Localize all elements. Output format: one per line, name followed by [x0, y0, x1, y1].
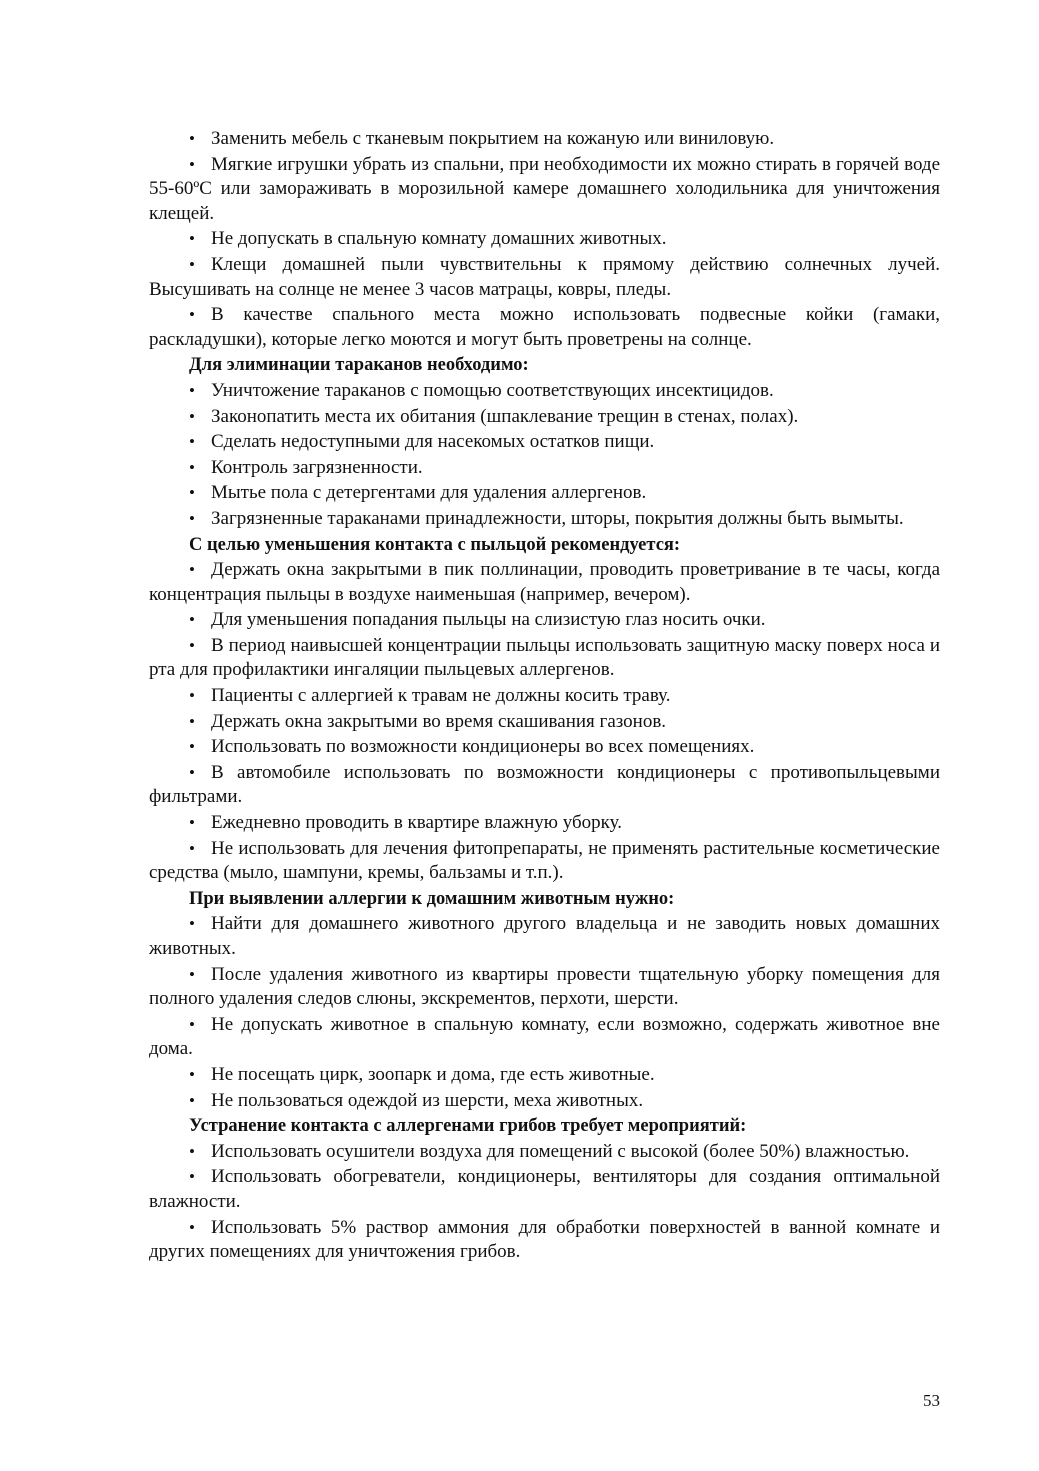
list-item-text: Не использовать для лечения фитопрепараты, не применять растительные косметические средства (мыло, шампуни, кремы, бальзамы и т.п.). [149, 837, 940, 884]
bullet-icon: • [189, 762, 195, 782]
list-item-text: В автомобиле использовать по возможности кондиционеры с противопыльцевыми фильтрами. [149, 761, 940, 808]
list-item-text: Не посещать цирк, зоопарк и дома, где есть животные. [211, 1063, 655, 1085]
list-item-text: Не допускать животное в спальную комнату, если возможно, содержать животное вне дома. [149, 1013, 940, 1060]
list-item [149, 1216, 940, 1265]
list-item-text: Для уменьшения попадания пыльцы на слизистую глаз носить очки. [211, 609, 766, 631]
list-item [149, 227, 940, 252]
list-item [149, 1165, 940, 1214]
bullet-icon: • [189, 229, 195, 249]
bullet-icon: • [189, 1141, 195, 1161]
list-item-text: Клещи домашней пыли чувствительны к прямому действию солнечных лучей. Высушивать на солнце не менее 3 часов матрацы, ковры, пледы. [149, 253, 940, 300]
bullet-icon: • [189, 154, 195, 174]
list-item [149, 405, 940, 430]
list-item [149, 963, 940, 1012]
list-item [149, 153, 940, 227]
page-number: 53 [923, 1391, 940, 1410]
list-item-text: Пациенты с аллергией к травам не должны косить траву. [211, 685, 671, 707]
list-item [149, 735, 940, 760]
list-item-text: Заменить мебель с тканевым покрытием на кожаную или виниловую. [211, 128, 775, 149]
list-item-text: Не пользоваться одеждой из шерсти, меха животных. [211, 1089, 644, 1111]
list-item [149, 481, 940, 506]
list-item [149, 456, 940, 481]
list-item [149, 127, 940, 152]
bullet-icon: • [189, 711, 195, 731]
list-item [149, 558, 940, 607]
bullet-icon: • [189, 1167, 195, 1187]
list-item-text: В период наивысшей концентрации пыльцы использовать защитную маску поверх носа и рта для профилактики ингаляции пыльцевых аллергенов. [149, 634, 940, 681]
bullet-icon: • [189, 254, 195, 274]
list-item [149, 379, 940, 404]
list-item [149, 710, 940, 735]
bullet-icon: • [189, 560, 195, 580]
list-item [149, 1063, 940, 1088]
bullet-icon: • [189, 838, 195, 858]
list-item [149, 837, 940, 886]
bullet-icon: • [189, 914, 195, 934]
bullet-icon: • [189, 432, 195, 452]
list-item-text: Контроль загрязненности. [211, 456, 423, 478]
list-item-text: Использовать по возможности кондиционеры во всех помещениях. [211, 736, 755, 758]
section-heading: Для элиминации тараканов необходимо: [189, 355, 529, 376]
bullet-icon: • [189, 813, 195, 833]
section-heading: С целью уменьшения контакта с пыльцой рекомендуется: [189, 534, 681, 555]
list-item [149, 1013, 940, 1062]
list-item-text: Ежедневно проводить в квартире влажную уборку. [211, 812, 622, 834]
list-item-text: В качестве спального места можно использовать подвесные койки (гамаки, раскладушки), которые легко моются и могут быть проветрены на солнце. [149, 304, 940, 350]
section-heading: При выявлении аллергии к домашним животным нужно: [189, 888, 675, 909]
list-item [149, 634, 940, 683]
list-item-text: Найти для домашнего животного другого владельца и не заводить новых домашних животных. [149, 913, 940, 959]
list-item-text: Использовать 5% раствор аммония для обработки поверхностей в ванной комнате и других помещениях для уничтожения грибов. [149, 1216, 940, 1263]
list-item [149, 608, 940, 633]
bullet-icon: • [189, 1090, 195, 1110]
list-item [149, 684, 940, 709]
bullet-icon: • [189, 635, 195, 655]
list-item-text: Не допускать в спальную комнату домашних животных. [211, 228, 667, 250]
bullet-icon: • [189, 483, 195, 503]
list-item [149, 1140, 940, 1165]
list-item [149, 811, 940, 836]
bullet-icon: • [189, 686, 195, 706]
list-item [149, 761, 940, 810]
list-item-text: Сделать недоступными для насекомых остатков пищи. [211, 431, 655, 453]
bullet-icon: • [189, 406, 195, 426]
bullet-icon: • [189, 1064, 195, 1084]
bullet-icon: • [189, 1014, 195, 1034]
bullet-icon: • [189, 305, 195, 325]
list-item-text: Держать окна закрытыми во время скашивания газонов. [211, 710, 667, 732]
bullet-icon: • [189, 964, 195, 984]
list-item [149, 1089, 940, 1114]
list-item-text: После удаления животного из квартиры провести тщательную уборку помещения для полного удаления следов слюны, экскрементов, перхоти, шерсти. [149, 963, 940, 1010]
list-item-text: Загрязненные тараканами принадлежности, шторы, покрытия должны быть вымыты. [211, 507, 904, 529]
list-item [149, 253, 940, 302]
bullet-icon: • [189, 610, 195, 630]
list-item-text: Мягкие игрушки убрать из спальни, при необходимости их можно стирать в горячей воде 55-60ºС или замораживать в морозильной камере домашнего холодильника для уничтожения клещей. [149, 153, 940, 224]
list-item [149, 507, 940, 532]
page-body [149, 127, 940, 1266]
bullet-icon: • [189, 129, 195, 148]
list-item [149, 912, 940, 961]
list-item [149, 430, 940, 455]
bullet-icon: • [189, 737, 195, 757]
list-item-text: Законопатить места их обитания (шпаклевание трещин в стенах, полах). [211, 405, 799, 427]
bullet-icon: • [189, 380, 195, 400]
bullet-icon: • [189, 457, 195, 477]
list-item-text: Использовать обогреватели, кондиционеры, вентиляторы для создания оптимальной влажности. [149, 1166, 940, 1212]
bullet-icon: • [189, 1217, 195, 1237]
list-item-text: Держать окна закрытыми в пик поллинации, проводить проветривание в те часы, когда концентрация пыльцы в воздухе наименьшая (например, вечером). [149, 559, 940, 605]
list-item [149, 303, 940, 352]
section-heading: Устранение контакта с аллергенами грибов требует мероприятий: [189, 1116, 747, 1137]
list-item-text: Использовать осушители воздуха для помещений с высокой (более 50%) влажностью. [211, 1140, 910, 1162]
list-item-text: Уничтожение тараканов с помощью соответствующих инсектицидов. [211, 379, 774, 401]
list-item-text: Мытье пола с детергентами для удаления аллергенов. [211, 482, 647, 504]
bullet-icon: • [189, 508, 195, 528]
